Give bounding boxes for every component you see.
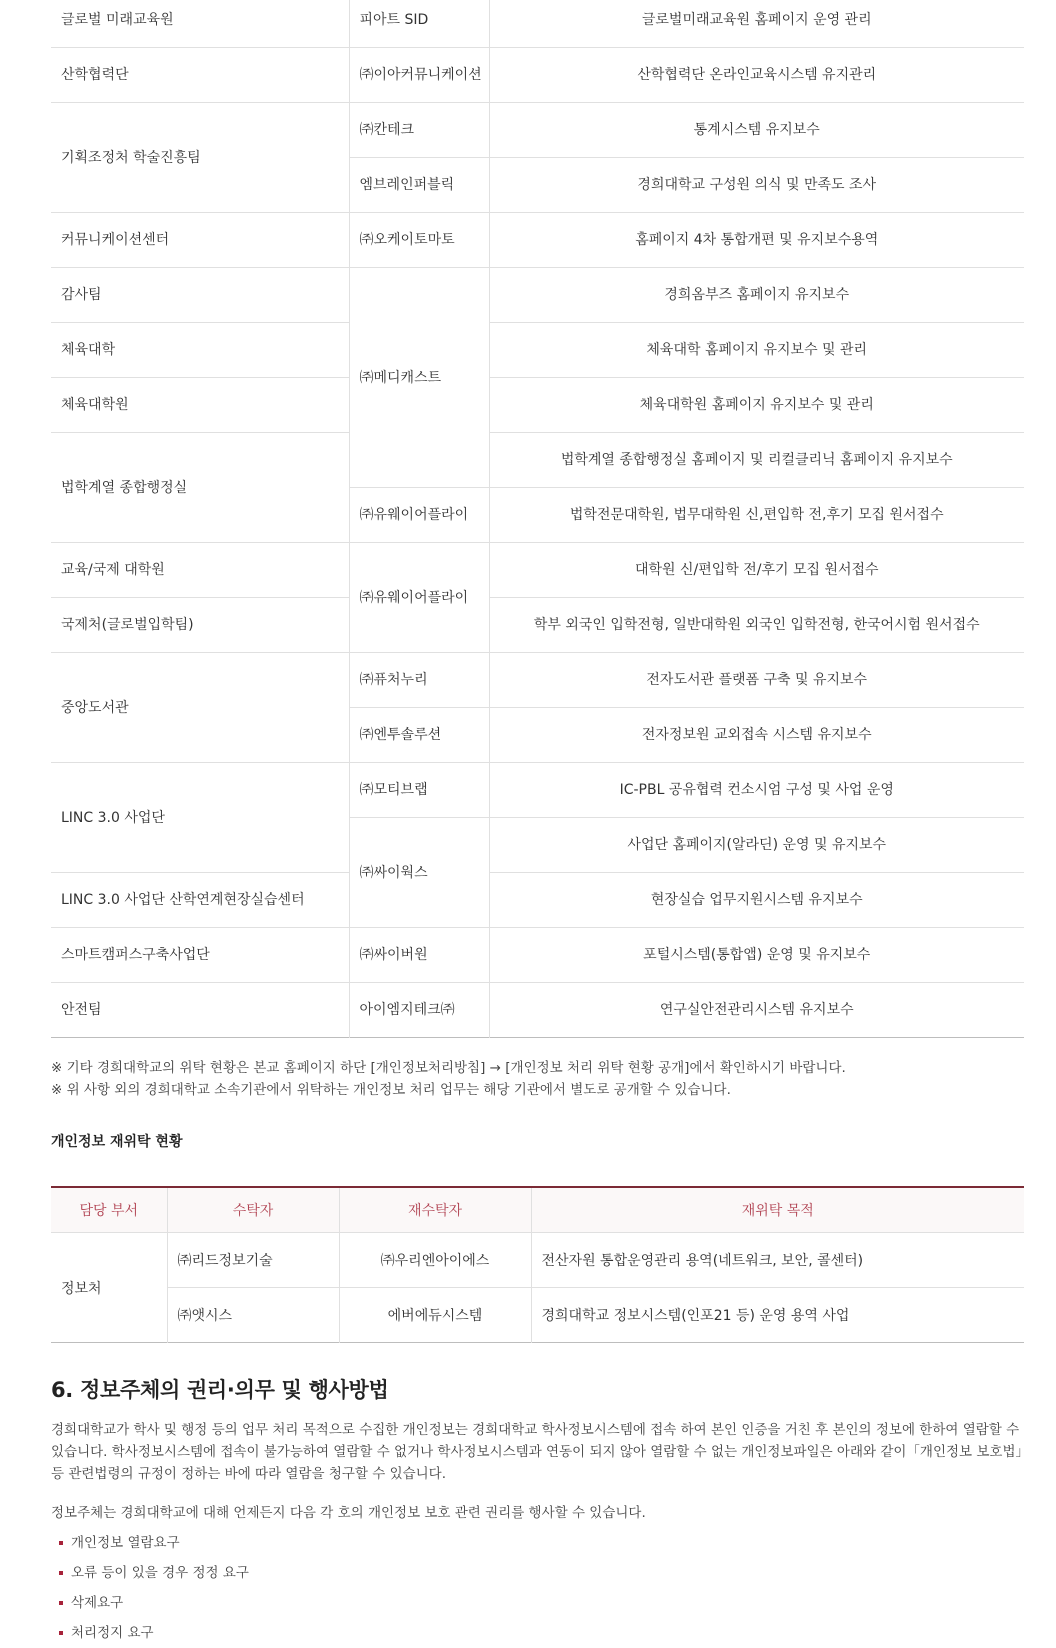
contractor-cell: 아이엠지테크㈜ xyxy=(349,983,489,1038)
contractor-cell: ㈜싸이버원 xyxy=(349,928,489,983)
table-row xyxy=(51,763,1024,818)
task-cell: 사업단 홈페이지(알라딘) 운영 및 유지보수 xyxy=(489,818,1024,873)
contractor-cell: ㈜유웨이어플라이 xyxy=(349,488,489,543)
section-paragraph: 경희대학교가 학사 및 행정 등의 업무 처리 목적으로 수집한 개인정보는 경희대학교 학사정보시스템에 접속 하여 본인 인증을 거친 후 본인의 정보에 한하여 열람할 수 있습니다. 학사정보시스템에 접속이 불가능하여 열람할 수 없거나 학사정보시스템과 연동이 되지 않아 열람할 수 없는 개인정보파일은 아래와 같이「개인정보 보호법」등 관련법령의 규정이 정하는 바에 따라 열람을 청구할 수 있습니다. xyxy=(51,1422,1023,1482)
trustee-cell: ㈜앳시스 xyxy=(167,1288,339,1343)
task-cell: 홈페이지 4차 통합개편 및 유지보수용역 xyxy=(489,213,1024,268)
task-cell: 전자도서관 플랫폼 구축 및 유지보수 xyxy=(489,653,1024,708)
task-cell: 전자정보원 교외접속 시스템 유지보수 xyxy=(489,708,1024,763)
contractor-cell: 피아트 SID xyxy=(349,0,489,48)
list-item-label: 처리정지 요구 xyxy=(71,1625,154,1641)
task-cell: 학부 외국인 입학전형, 일반대학원 외국인 입학전형, 한국어시험 원서접수 xyxy=(489,598,1024,653)
list-item xyxy=(57,1528,249,1558)
list-item xyxy=(57,1558,249,1588)
table-row xyxy=(51,0,1024,48)
contractor-cell: ㈜싸이웍스 xyxy=(349,818,489,928)
bullet-icon xyxy=(59,1601,63,1605)
bullet-icon xyxy=(59,1571,63,1575)
contractor-cell: ㈜칸테크 xyxy=(349,103,489,158)
contractor-cell: ㈜유웨이어플라이 xyxy=(349,543,489,653)
header-trustee: 수탁자 xyxy=(167,1187,339,1233)
task-cell: 통계시스템 유지보수 xyxy=(489,103,1024,158)
table-row xyxy=(51,1288,1024,1343)
purpose-cell: 경희대학교 정보시스템(인포21 등) 운영 용역 사업 xyxy=(531,1288,1024,1343)
task-cell: 글로벌미래교육원 홈페이지 운영 관리 xyxy=(641,12,872,28)
reconsignment-title: 개인정보 재위탁 현황 xyxy=(51,1134,183,1150)
table-row xyxy=(51,103,1024,158)
department-cell: 법학계열 종합행정실 xyxy=(51,433,349,543)
note-line: ※ 위 사항 외의 경희대학교 소속기관에서 위탁하는 개인정보 처리 업무는 해당 기관에서 별도로 공개할 수 있습니다. xyxy=(51,1082,731,1098)
contractor-cell: ㈜오케이토마토 xyxy=(349,213,489,268)
table-row xyxy=(51,983,1024,1038)
task-cell: 경희옴부즈 홈페이지 유지보수 xyxy=(489,268,1024,323)
department-cell: 산학협력단 xyxy=(51,48,349,103)
table-row xyxy=(51,323,1024,378)
note-line: ※ 기타 경희대학교의 위탁 현황은 본교 홈페이지 하단 [개인정보처리방침] → [개인정보 처리 위탁 현황 공개]에서 확인하시기 바랍니다. xyxy=(51,1060,846,1076)
list-item xyxy=(57,1588,249,1618)
sub-trustee-cell: ㈜우리엔아이에스 xyxy=(339,1233,531,1288)
contractor-cell: ㈜이아커뮤니케이션 xyxy=(349,48,489,103)
table-row xyxy=(51,653,1024,708)
table-row xyxy=(51,1233,1024,1288)
list-item-label: 오류 등이 있을 경우 정정 요구 xyxy=(71,1565,249,1581)
task-cell: 포털시스템(통합앱) 운영 및 유지보수 xyxy=(489,928,1024,983)
consignment-table xyxy=(51,0,1024,1038)
department-cell: 체육대학 xyxy=(51,323,349,378)
contractor-cell: ㈜메디캐스트 xyxy=(349,268,489,488)
contractor-cell: ㈜엔투솔루션 xyxy=(349,708,489,763)
task-cell: 체육대학 홈페이지 유지보수 및 관리 xyxy=(489,323,1024,378)
list-item-label: 삭제요구 xyxy=(71,1595,124,1611)
contractor-cell: ㈜모티브랩 xyxy=(349,763,489,818)
table-row xyxy=(51,598,1024,653)
list-item xyxy=(57,1618,249,1648)
sub-trustee-cell: 에버에듀시스템 xyxy=(339,1288,531,1343)
contractor-cell: 엠브레인퍼블릭 xyxy=(349,158,489,213)
table-row xyxy=(51,48,1024,103)
bullet-icon xyxy=(59,1541,63,1545)
department-cell: 국제처(글로벌입학팀) xyxy=(51,598,349,653)
task-cell: 현장실습 업무지원시스템 유지보수 xyxy=(489,873,1024,928)
table-header-row xyxy=(51,1187,1024,1233)
table-row xyxy=(51,268,1024,323)
table-row xyxy=(51,543,1024,598)
table-row xyxy=(51,928,1024,983)
department-cell: 기획조정처 학술진흥팀 xyxy=(51,103,349,213)
header-sub-trustee: 재수탁자 xyxy=(339,1187,531,1233)
task-cell: 대학원 신/편입학 전/후기 모집 원서접수 xyxy=(489,543,1024,598)
section-title: 6. 정보주체의 권리·의무 및 행사방법 xyxy=(51,1378,389,1402)
department-cell: 커뮤니케이션센터 xyxy=(51,213,349,268)
table-row xyxy=(51,213,1024,268)
rights-list xyxy=(57,1528,249,1648)
department-cell: 안전팀 xyxy=(51,983,349,1038)
department-cell: LINC 3.0 사업단 산학연계현장실습센터 xyxy=(51,873,349,928)
task-cell: 연구실안전관리시스템 유지보수 xyxy=(489,983,1024,1038)
department-cell: 글로벌 미래교육원 xyxy=(51,0,349,48)
task-cell: 체육대학원 홈페이지 유지보수 및 관리 xyxy=(489,378,1024,433)
department-cell: 감사팀 xyxy=(51,268,349,323)
list-item-label: 개인정보 열람요구 xyxy=(71,1535,180,1551)
contractor-cell: ㈜퓨처누리 xyxy=(349,653,489,708)
header-department: 담당 부서 xyxy=(51,1187,167,1233)
department-cell: LINC 3.0 사업단 xyxy=(51,763,349,873)
task-cell: 법학계열 종합행정실 홈페이지 및 리컬클리닉 홈페이지 유지보수 xyxy=(489,433,1024,488)
table-row xyxy=(51,873,1024,928)
section-paragraph: 정보주체는 경희대학교에 대해 언제든지 다음 각 호의 개인정보 보호 관련 권리를 행사할 수 있습니다. xyxy=(51,1505,646,1521)
reconsignment-table xyxy=(51,1186,1024,1343)
table-row xyxy=(51,378,1024,433)
department-cell: 정보처 xyxy=(51,1233,167,1343)
header-purpose: 재위탁 목적 xyxy=(531,1187,1024,1233)
bullet-icon xyxy=(59,1631,63,1635)
department-cell: 스마트캠퍼스구축사업단 xyxy=(51,928,349,983)
department-cell: 중앙도서관 xyxy=(51,653,349,763)
task-cell: 산학협력단 온라인교육시스템 유지관리 xyxy=(489,48,1024,103)
trustee-cell: ㈜리드정보기술 xyxy=(167,1233,339,1288)
department-cell: 교육/국제 대학원 xyxy=(51,543,349,598)
task-cell: 법학전문대학원, 법무대학원 신,편입학 전,후기 모집 원서접수 xyxy=(489,488,1024,543)
table-row xyxy=(51,433,1024,488)
notes xyxy=(51,1057,1024,1101)
task-cell: 경희대학교 구성원 의식 및 만족도 조사 xyxy=(489,158,1024,213)
purpose-cell: 전산자원 통합운영관리 용역(네트워크, 보안, 콜센터) xyxy=(531,1233,1024,1288)
task-cell: IC-PBL 공유협력 컨소시엄 구성 및 사업 운영 xyxy=(489,763,1024,818)
department-cell: 체육대학원 xyxy=(51,378,349,433)
